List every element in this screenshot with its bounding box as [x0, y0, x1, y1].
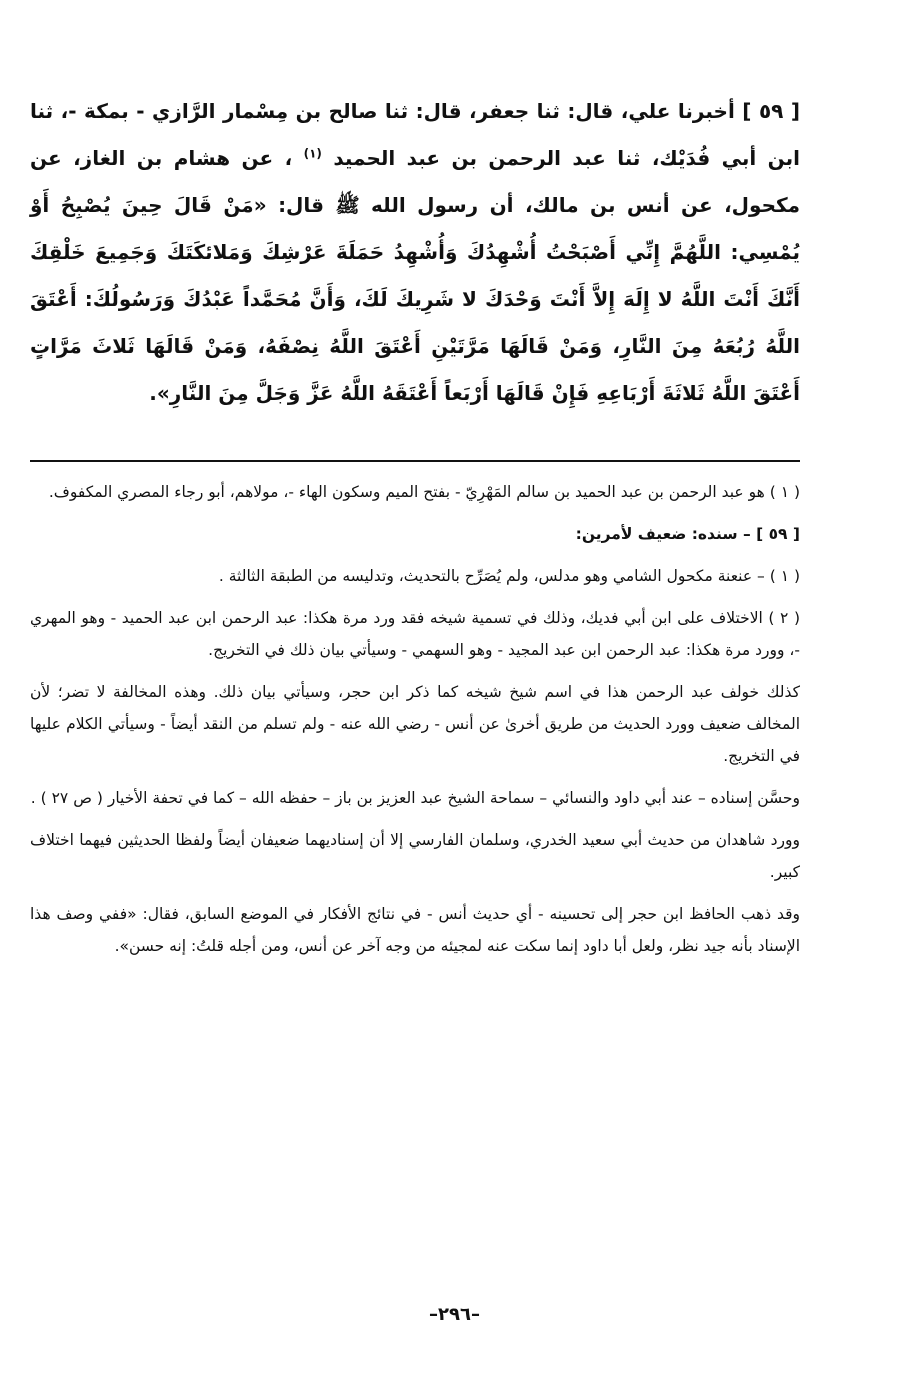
page-number: –٢٩٦–: [429, 1304, 480, 1325]
hadith-matn: «مَنْ قَالَ حِينَ يُصْبِحُ أَوْ يُمْسِي: اللَّهُمَّ إِنِّي أَصْبَحْتُ أُشْهِدُكَ وَأُشْهِدُ حَمَلَةَ عَرْشِكَ وَمَلائكَتَكَ وَجَمِيعَ خَلْقِكَ أَنَّكَ أَنْتَ اللَّهُ لا إِلَهَ إِلاَّ أَنْتَ وَحْدَكَ لا شَرِيكَ لَكَ، وَأَنَّ مُحَمَّداً عَبْدُكَ وَرَسُولُكَ: أَعْتَقَ اللَّهُ رُبُعَهُ مِنَ النَّارِ، وَمَنْ قَالَهَا مَرَّتَيْنِ أَعْتَقَ اللَّهُ نِصْفَهُ، وَمَنْ قَالَهَا ثَلاثَ مَرَّاتٍ أَعْتَقَ اللَّهُ ثَلاثَةَ أَرْبَاعِهِ فَإِنْ قَالَهَا أَرْبَعاً أَعْتَقَهُ اللَّهُ عَزَّ وَجَلَّ مِنَ النَّارِ».: [30, 193, 800, 405]
main-text: [30, 88, 800, 417]
isnad-continuation: ، عن هشام بن الغاز، عن مكحول، عن أنس بن مالك، أن رسول الله ﷺ قال:: [30, 146, 800, 217]
hadith-paragraph: [30, 88, 800, 417]
commentary-heading: [ ٥٩ ] – سنده: ضعيف لأمرين:: [575, 525, 800, 543]
footnote-divider: [30, 460, 800, 462]
commentary-paragraph-4: وحسَّن إسناده – عند أبي داود والنسائي – سماحة الشيخ عبد العزيز بن باز – حفظه الله – كما في تحفة الأخيار ( ص ٢٧ ) .: [30, 789, 800, 807]
commentary-paragraph-6: وقد ذهب الحافظ ابن حجر إلى تحسينه - أي حديث أنس - في نتائج الأفكار في الموضع السابق، فقال: «ففي وصف هذا الإسناد بأنه جيد نظر، ولعل أبا داود إنما سكت عنه لمجيئه من وجه آخر عن أنس، ومن أجله قلتُ: إنه حسن».: [30, 905, 800, 955]
footnote-1: ( ١ ) هو عبد الرحمن بن عبد الحميد بن سالم المَهْرِيّ - بفتح الميم وسكون الهاء -، مولاهم، أبو رجاء المصري المكفوف.: [48, 483, 800, 501]
footnote-ref: (١): [303, 146, 322, 161]
footnotes: [30, 476, 800, 972]
isnad-text: [ ٥٩ ] أخبرنا علي، قال: ثنا جعفر، قال: ثنا صالح بن مِسْمار الرَّازي - بمكة -، ثنا ابن أبي فُدَيْك، ثنا عبد الرحمن بن عبد الحميد: [30, 99, 800, 170]
commentary-paragraph-3: كذلك خولف عبد الرحمن هذا في اسم شيخ شيخه كما ذكر ابن حجر، وسيأتي بيان ذلك. وهذه المخالفة لا تضر؛ لأن المخالف ضعيف وورد الحديث من طريق أخرىٰ عن أنس - رضي الله عنه - ولم تسلم من النقد أيضاً - وسيأتي الكلام عليها في التخريج.: [30, 683, 800, 765]
commentary-paragraph-5: وورد شاهدان من حديث أبي سعيد الخدري، وسلمان الفارسي إلا أن إسناديهما ضعيفان أيضاً ولفظا الحديثين فيهما اختلاف كبير.: [30, 831, 800, 881]
reason-1: ( ١ ) – عنعنة مكحول الشامي وهو مدلس، ولم يُصَرِّح بالتحديث، وتدليسه من الطبقة الثالثة .: [218, 567, 800, 585]
reason-2: ( ٢ ) الاختلاف على ابن أبي فديك، وذلك في تسمية شيخه فقد ورد مرة هكذا: عبد الرحمن ابن عبد الحميد - وهو المهري -، وورد مرة هكذا: عبد الرحمن ابن عبد المجيد - وهو السهمي - وسيأتي بيان ذلك في التخريج.: [30, 609, 800, 659]
